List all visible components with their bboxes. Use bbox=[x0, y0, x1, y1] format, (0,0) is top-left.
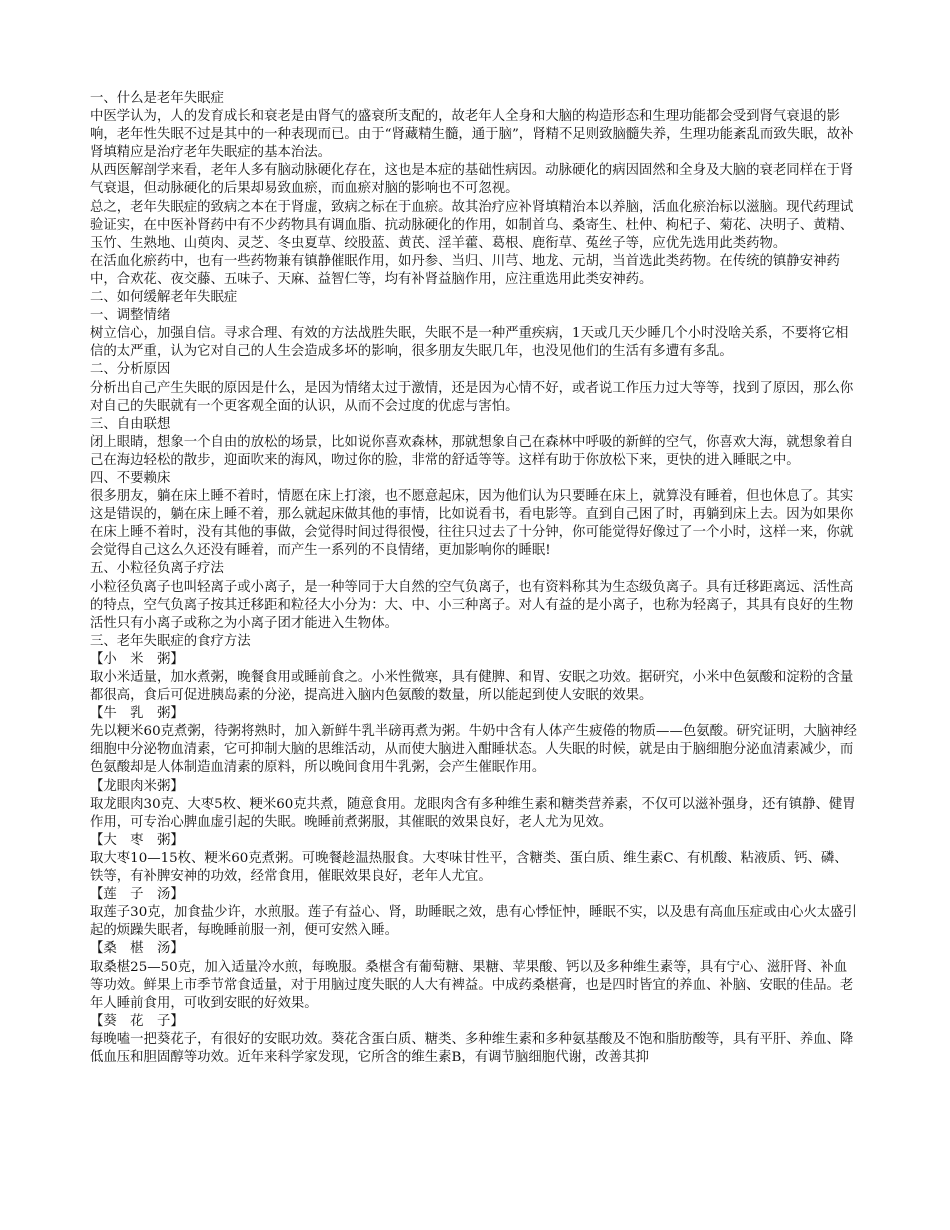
recipe-title: 【龙眼肉米粥】 bbox=[90, 778, 184, 794]
document-body bbox=[90, 90, 858, 1067]
subsection-heading: 一、调整情绪 bbox=[90, 308, 171, 324]
recipe-title: 【桑 椹 汤】 bbox=[90, 941, 184, 957]
paragraph: 闭上眼睛，想象一个自由的放松的场景，比如说你喜欢森林，那就想象自己在森林中呼吸的新鲜的空气，你喜欢大海，就想象着自己在海边轻松的散步，迎面吹来的海风，吻过你的脸，非常的舒适等等。这样有助于你放松下来，更快的进入睡眠之中。 bbox=[90, 434, 854, 468]
recipe-text: 取龙眼肉30克、大枣5枚、粳米60克共煮，随意食用。龙眼肉含有多种维生素和糖类营养素，不仅可以滋补强身，还有镇静、健胃作用，可专治心脾血虚引起的失眠。晚睡前煮粥服，其催眠的效果良好，老人尤为见效。 bbox=[90, 796, 856, 830]
recipe-text: 取大枣10—15枚、粳米60克煮粥。可晚餐趁温热服食。大枣味甘性平，含糖类、蛋白质、维生素C、有机酸、粘液质、钙、磷、铁等，有补脾安神的功效，经常食用，催眠效果良好，老年人尤宜。 bbox=[90, 850, 848, 885]
recipe-text: 每晚嗑一把葵花子，有很好的安眠功效。葵花含蛋白质、糖类、多种维生素和多种氨基酸及不饱和脂肪酸等，具有平肝、养血、降低血压和胆固醇等功效。近年来科学家发现，它所含的维生素B，有调节脑细胞代谢，改善其抑 bbox=[90, 1031, 854, 1065]
recipe-title: 【莲 子 汤】 bbox=[90, 887, 184, 903]
recipe-text: 取小米适量，加水煮粥，晚餐食用或睡前食之。小米性微寒，具有健脾、和胃、安眠之功效。据研究，小米中色氨酸和淀粉的含量都很高，食后可促进胰岛素的分泌，提高进入脑内色氨酸的数量，所以能起到使人安眠的效果。 bbox=[90, 670, 854, 704]
paragraph: 总之，老年失眠症的致病之本在于肾虚，致病之标在于血瘀。故其治疗应补肾填精治本以养脑，活血化瘀治标以滋脑。现代药理试验证实，在中医补肾药中有不少药物具有调血脂、抗动脉硬化的作用，如制首乌、桑寄生、杜仲、枸杞子、菊花、决明子、黄精、玉竹、生熟地、山萸肉、灵芝、冬虫夏草、绞股蓝、黄芪、淫羊藿、葛根、鹿衔草、菟丝子等，应优先选用此类药物。 bbox=[90, 199, 854, 251]
subsection-heading: 三、自由联想 bbox=[90, 416, 171, 432]
paragraph: 在活血化瘀药中，也有一些药物兼有镇静催眠作用，如丹参、当归、川芎、地龙、元胡，当首选此类药物。在传统的镇静安神药中，合欢花、夜交藤、五味子、天麻、益智仁等，均有补肾益脑作用，应注重选用此类安神药。 bbox=[90, 253, 840, 287]
recipe-title: 【葵 花 子】 bbox=[90, 1013, 184, 1029]
section-heading: 三、老年失眠症的食疗方法 bbox=[90, 633, 251, 649]
recipe-title: 【大 枣 粥】 bbox=[90, 832, 184, 848]
recipe-text: 先以粳米60克煮粥，待粥将熟时，加入新鲜牛乳半磅再煮为粥。牛奶中含有人体产生疲倦的物质——色氨酸。研究证明，大脑神经细胞中分泌物血清素，它可抑制大脑的思维活动，从而使大脑进入酣睡状态。人失眠的时候，就是由于脑细胞分泌血清素减少，而色氨酸却是人体制造血清素的原料，所以晚间食用牛乳粥，会产生催眠作用。 bbox=[90, 724, 857, 776]
paragraph: 分析出自己产生失眠的原因是什么，是因为情绪太过于激情，还是因为心情不好，或者说工作压力过大等等，找到了原因，那么你对自己的失眠就有一个更客观全面的认识，从而不会过度的优虑与害怕。 bbox=[90, 380, 854, 414]
paragraph: 中医学认为，人的发育成长和衰老是由肾气的盛衰所支配的，故老年人全身和大脑的构造形态和生理功能都会受到肾气衰退的影响，老年性失眠不过是其中的一种表现而已。由于“肾藏精生髓，通于脑”，肾精不足则致脑髓失养，生理功能紊乱而致失眠，故补肾填精应是治疗老年失眠症的基本治法。 bbox=[90, 109, 854, 161]
paragraph: 从西医解剖学来看，老年人多有脑动脉硬化存在，这也是本症的基础性病因。动脉硬化的病因固然和全身及大脑的衰老同样在于肾气衰退，但动脉硬化的后果却易致血瘀，而血瘀对脑的影响也不可忽视。 bbox=[90, 163, 854, 197]
subsection-heading: 四、不要赖床 bbox=[90, 470, 171, 486]
recipe-text: 取莲子30克，加食盐少许，水煎服。莲子有益心、肾，助睡眠之效，患有心悸怔忡，睡眠不实，以及患有高血压症或由心火太盛引起的烦躁失眠者，每晚睡前服一剂，便可安然入睡。 bbox=[90, 905, 857, 939]
section-heading: 一、什么是老年失眠症 bbox=[90, 91, 224, 106]
subsection-heading: 五、小粒径负离子疗法 bbox=[90, 561, 224, 577]
recipe-title: 【小 米 粥】 bbox=[90, 651, 184, 667]
recipe-title: 【牛 乳 粥】 bbox=[90, 706, 184, 722]
paragraph: 很多朋友，躺在床上睡不着时，情愿在床上打滚，也不愿意起床，因为他们认为只要睡在床上，就算没有睡着，但也休息了。其实这是错误的，躺在床上睡不着，那么就起床做其他的事情，比如说看书，看电影等。直到自己困了时，再躺到床上去。因为如果你在床上睡不着时，没有其他的事做，会觉得时间过得很慢，往往只过去了十分钟，你可能觉得好像过了一个小时，这样一来，你就会觉得自己这么久还没有睡着，而产生一系列的不良情绪，更加影响你的睡眠! bbox=[90, 489, 854, 559]
paragraph: 小粒径负离子也叫轻离子或小离子，是一种等同于大自然的空气负离子，也有资料称其为生态级负离子。具有迁移距离远、活性高的特点，空气负离子按其迁移距和粒径大小分为：大、中、小三种离子。对人有益的是小离子，也称为轻离子，其具有良好的生物活性只有小离子或称之为小离子团才能进入生物体。 bbox=[90, 579, 854, 631]
section-heading: 二、如何缓解老年失眠症 bbox=[90, 290, 238, 306]
paragraph: 树立信心，加强自信。寻求合理、有效的方法战胜失眠，失眠不是一种严重疾病，1天或几天少睡几个小时没啥关系，不要将它相信的太严重，认为它对自己的人生会造成多坏的影响，很多朋友失眠几年，也没见他们的生活有多遭有多乱。 bbox=[90, 326, 849, 360]
subsection-heading: 二、分析原因 bbox=[90, 362, 171, 378]
recipe-text: 取桑椹25—50克，加入适量冷水煎，每晚服。桑椹含有葡萄糖、果糖、苹果酸、钙以及多种维生素等，具有宁心、滋肝肾、补血等功效。鲜果上市季节常食适量，对于用脑过度失眠的人大有裨益。中成药桑椹膏，也是四时皆宜的养血、补脑、安眠的佳品。老年人睡前食用，可收到安眠的好效果。 bbox=[90, 959, 854, 1011]
